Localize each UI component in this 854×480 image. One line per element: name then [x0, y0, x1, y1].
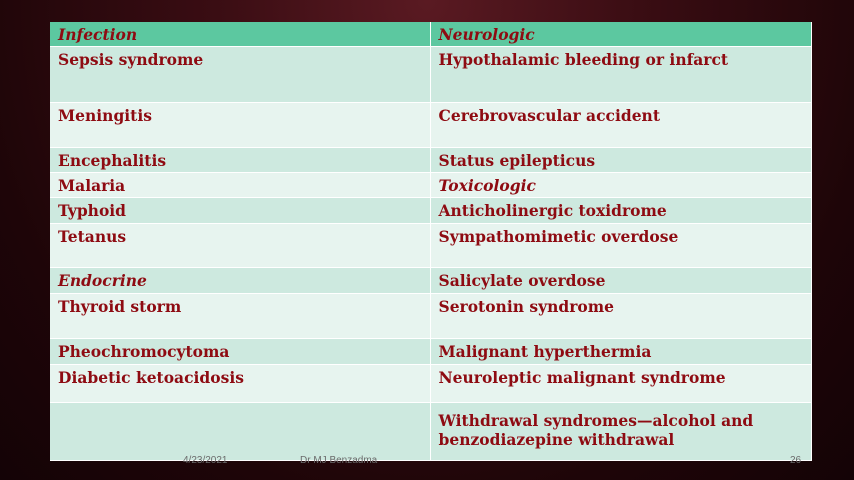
table-row [50, 172, 811, 197]
table-row [50, 338, 811, 364]
table-row [50, 364, 811, 402]
section-heading-toxicologic: Toxicologic [430, 172, 811, 197]
table-cell: Sepsis syndrome [50, 46, 430, 102]
table-cell: Sympathomimetic overdose [430, 223, 811, 267]
table-row [50, 147, 811, 172]
section-heading-endocrine: Endocrine [50, 267, 430, 293]
table-row [50, 46, 811, 102]
table-cell: Tetanus [50, 223, 430, 267]
table-row [50, 197, 811, 223]
header-neurologic: Neurologic [430, 22, 811, 46]
table-cell: Thyroid storm [50, 293, 430, 338]
table-row [50, 293, 811, 338]
table-cell: Status epilepticus [430, 147, 811, 172]
table-row [50, 223, 811, 267]
footer-author: Dr MJ Benzadma [300, 455, 378, 466]
table-header-row [50, 22, 811, 46]
table-cell: Salicylate overdose [430, 267, 811, 293]
table-cell: Anticholinergic toxidrome [430, 197, 811, 223]
table-row [50, 402, 811, 460]
table-cell: Malaria [50, 172, 430, 197]
table-cell: Withdrawal syndromes—alcohol and benzodiazepine withdrawal [430, 402, 811, 460]
table-cell: Encephalitis [50, 147, 430, 172]
table-cell: Cerebrovascular accident [430, 102, 811, 147]
table-cell: Diabetic ketoacidosis [50, 364, 430, 402]
table-cell: Neuroleptic malignant syndrome [430, 364, 811, 402]
table-cell: Meningitis [50, 102, 430, 147]
footer-date: 4/23/2021 [183, 455, 228, 466]
differential-diagnosis-table [50, 22, 812, 461]
table-row [50, 267, 811, 293]
table-cell: Pheochromocytoma [50, 338, 430, 364]
footer-page-number: 26 [790, 455, 802, 466]
table-cell: Serotonin syndrome [430, 293, 811, 338]
table-row [50, 102, 811, 147]
table-cell: Malignant hyperthermia [430, 338, 811, 364]
table-cell: Typhoid [50, 197, 430, 223]
header-infection: Infection [50, 22, 430, 46]
table-cell [50, 402, 430, 460]
table-cell: Hypothalamic bleeding or infarct [430, 46, 811, 102]
